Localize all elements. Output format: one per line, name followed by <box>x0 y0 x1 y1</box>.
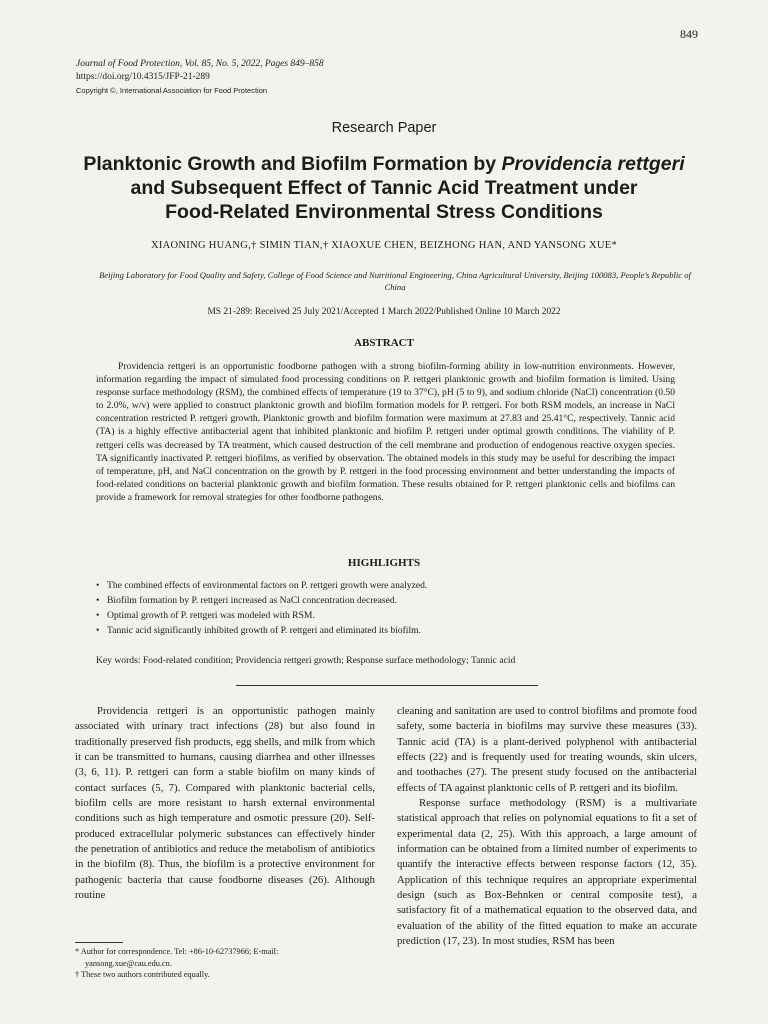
page-number: 849 <box>680 27 698 41</box>
abstract-heading: ABSTRACT <box>354 337 414 349</box>
title-species: Providencia rettgeri <box>501 153 685 175</box>
intro-paragraph: Providencia rettgeri is an opportunistic pathogen mainly associated with urinary tract infections (28) but also found in traditionally preserved fish products, egg shells, and milk from which it can be transmitted to humans, causing diarrhea and other illnesses (3, 6, 11). P. rettgeri can form a stable biofilm on many kinds of contact surfaces (5, 7). Compared with planktonic bacterial cells, biofilm cells are more resistant to harsh external environmental conditions such as high temperature and osmotic pressure (20). Self-produced extracellular polymeric substances can effectively hinder the penetration of antibiotics and reduce the metabolism of antibiotics in the biofilm (8). Thus, the biofilm is a protective environment for pathogenic bacteria that cause foodborne diseases (26). Although routine <box>75 705 375 902</box>
highlight-item: • Tannic acid significantly inhibited growth of P. rettgeri and eliminated its biofilm. <box>96 623 675 638</box>
title-line1: Planktonic Growth and Biofilm Formation by <box>83 153 502 175</box>
manuscript-dates: MS 21-289: Received 25 July 2021/Accepted 1 March 2022/Published Online 10 March 2022 <box>207 307 561 317</box>
section-label: Research Paper <box>331 120 437 136</box>
correspondence-email[interactable]: yansong.xue@cau.edu.cn. <box>85 958 172 968</box>
highlight-item: • The combined effects of environmental factors on P. rettgeri growth were analyzed. <box>96 578 675 593</box>
abstract-body <box>96 360 675 504</box>
footnote-rule <box>75 942 123 943</box>
author-list: XIAONING HUANG,† SIMIN TIAN,† XIAOXUE CHEN, BEIZHONG HAN, AND YANSONG XUE* <box>150 240 618 251</box>
journal-header <box>76 58 324 97</box>
abstract-text: Providencia rettgeri is an opportunistic foodborne pathogen with a strong biofilm-forming ability in low-nutrition environments. However, information regarding the impact of simulated food processing conditions on P. rettgeri planktonic growth and biofilm formation is limited. Using response surface methodology (RSM), the combined effects of temperature (19 to 37°C), pH (5 to 9), and sodium chloride (NaCl) concentration (0.50 to 2.0%, w/v) were applied to construct planktonic growth and biofilm formation models for P. rettgeri. For both RSM models, an increase in NaCl concentration restricted P. rettgeri growth. Planktonic growth and biofilm formation were maximum at 27.83 and 25.41°C, respectively. Tannic acid (TA) is a highly effective antibacterial agent that inhibited planktonic and biofilm P. rettgeri under optimal growth conditions. The viability of P. rettgeri cells was decreased by TA treatment, which caused destruction of the cell membrane and production of endogenous reactive oxygen species. TA significantly inactivated P. rettgeri biofilms, as verified by observation. The obtained models in this study may be useful for describing the impact of temperature, pH, and NaCl concentration on the growth by P. rettgeri in the food processing environment and better understanding the impacts of food-related conditions on bacterial planktonic growth and biofilm formation. These results obtained for P. rettgeri planktonic cells and biofilms can provide a framework for removal strategies for other foodborne pathogens. <box>96 361 675 503</box>
affiliation: Beijing Laboratory for Food Quality and Safety, College of Food Science and Nutritional Engineering, China Agricultural University, Beijing 100083, People’s Republic of China <box>99 270 691 292</box>
keywords: Key words: Food-related condition; Providencia rettgeri growth; Response surface methodology; Tannic acid <box>96 655 516 666</box>
title-line3: Food-Related Environmental Stress Conditions <box>165 201 603 223</box>
footnotes <box>75 946 375 981</box>
highlight-item: • Optimal growth of P. rettgeri was modeled with RSM. <box>96 608 675 623</box>
correspondence-footnote: * Author for correspondence. Tel: +86-10-62737966; E-mail: <box>75 947 279 956</box>
equal-contribution-footnote: † These two authors contributed equally. <box>75 970 210 979</box>
section-divider <box>236 685 538 686</box>
copyright-notice: Copyright ©, International Association for Food Protection <box>76 86 268 95</box>
body-paragraph: cleaning and sanitation are used to control biofilms and promote food safety, some bacteria in biofilms may survive these measures (33). Tannic acid (TA) is a plant-derived polyphenol with antibacterial effects (22) and is frequently used for treating wounds, skin ulcers, and toothaches (27). The present study focused on the antibacterial effects of TA against planktonic cells of P. rettgeri and its biofilm. <box>397 705 697 794</box>
journal-citation: Journal of Food Protection, Vol. 85, No. 5, 2022, Pages 849–858 <box>76 59 324 69</box>
highlights-list <box>96 578 675 638</box>
body-paragraph: Response surface methodology (RSM) is a multivariate statistical approach that relies on polynomial equations to fit a set of experimental data (2, 25). With this approach, a large amount of information can be obtained from a limited number of experiments to quantify the interactive effects between response factors (12, 35). Application of this technique requires an appropriate experimental design (such as Box-Behnken or central composite test), a satisfactory fit of a mathematical equation to the observed data, and evaluation of the ability of the fitted equation to make an accurate prediction (17, 23). In most studies, RSM has been <box>397 797 697 948</box>
doi-link[interactable]: https://doi.org/10.4315/JFP-21-289 <box>76 72 210 82</box>
article-title <box>0 152 768 224</box>
highlight-item: • Biofilm formation by P. rettgeri increased as NaCl concentration decreased. <box>96 593 675 608</box>
highlights-heading: HIGHLIGHTS <box>347 557 421 569</box>
title-line2: and Subsequent Effect of Tannic Acid Treatment under <box>130 177 638 199</box>
body-column-left <box>75 704 375 903</box>
body-column-right <box>397 704 697 950</box>
